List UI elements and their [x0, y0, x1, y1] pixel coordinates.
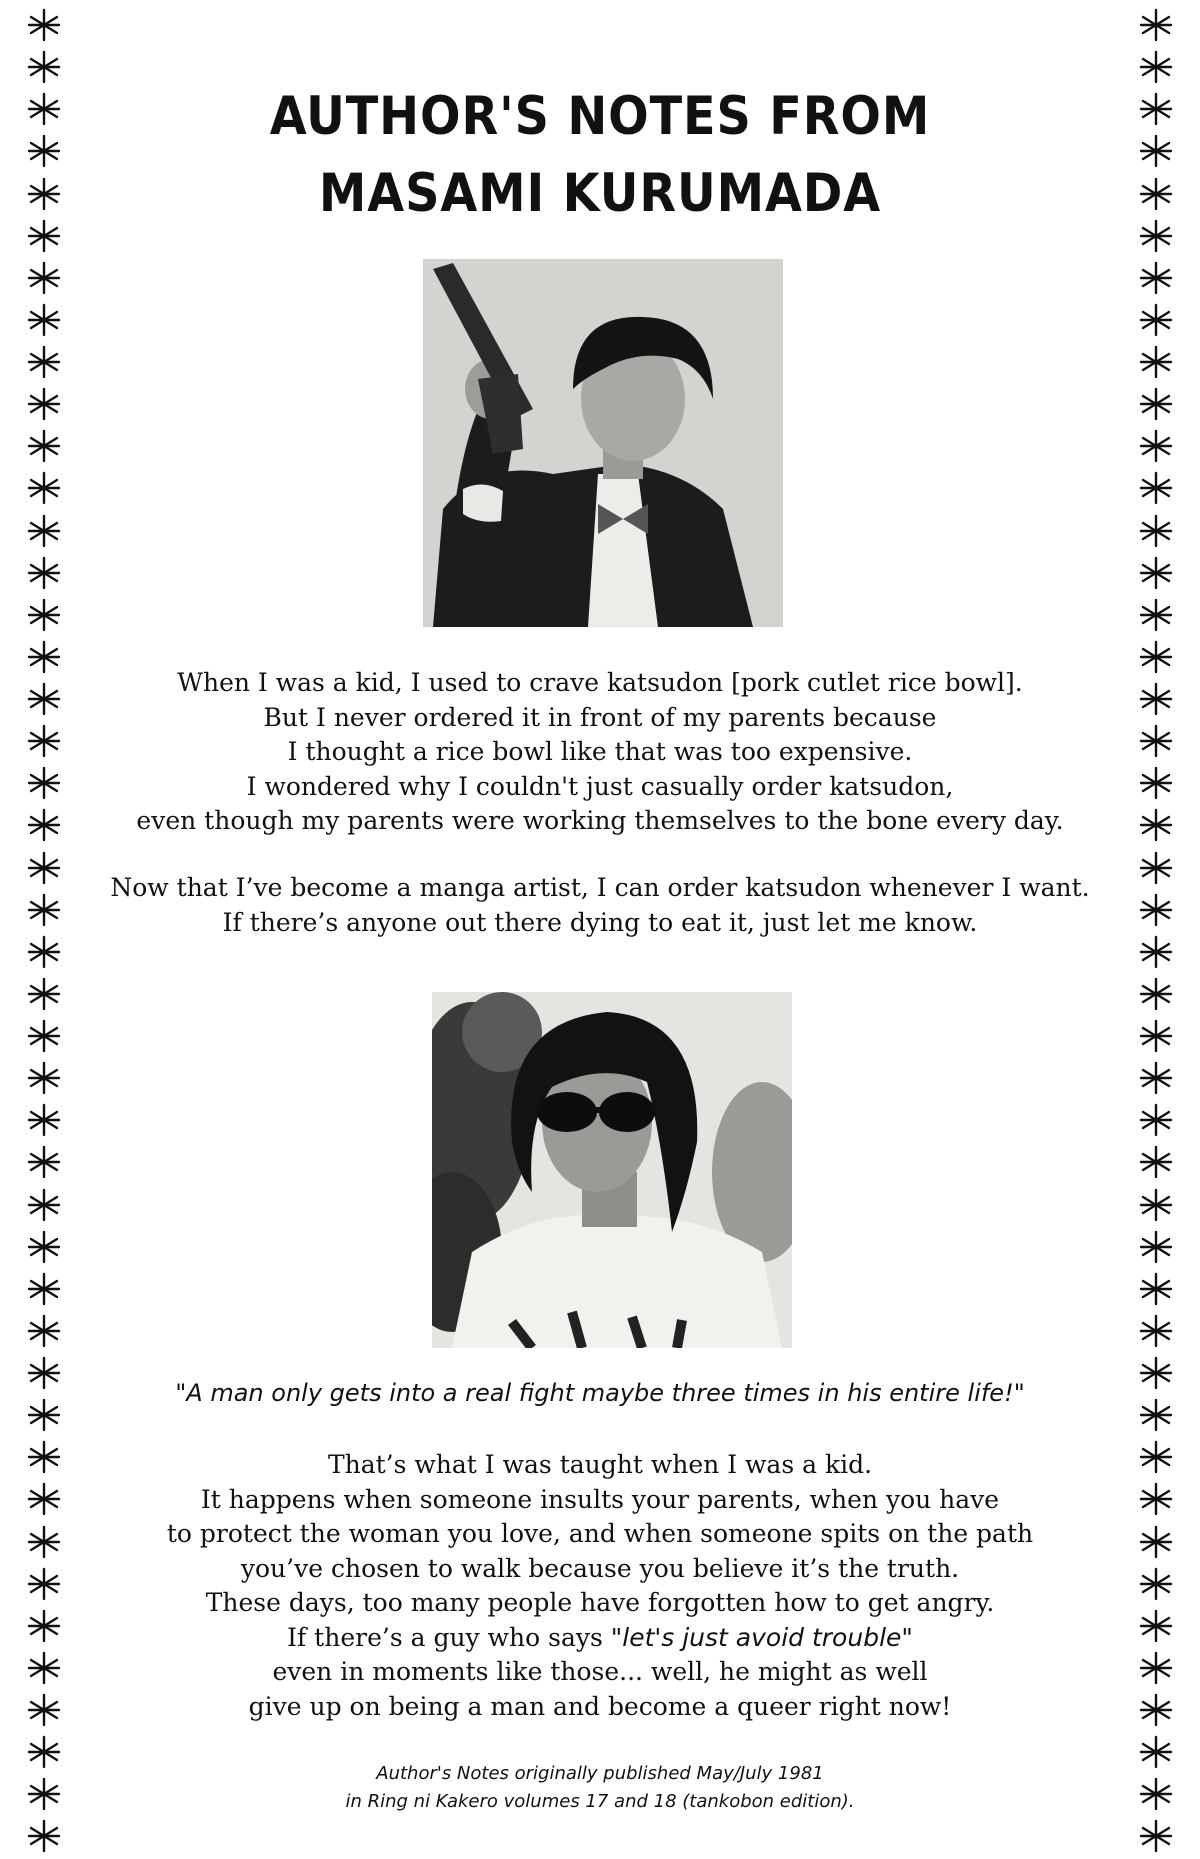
- asterisk-icon: [27, 766, 61, 800]
- asterisk-icon: [1139, 1651, 1173, 1685]
- paragraph3-line6-italic: "let's just avoid trouble": [610, 1622, 913, 1652]
- asterisk-icon: [27, 893, 61, 927]
- asterisk-icon: [1139, 261, 1173, 295]
- asterisk-icon: [1139, 1693, 1173, 1727]
- asterisk-icon: [27, 724, 61, 758]
- asterisk-icon: [1139, 893, 1173, 927]
- quote-text: "A man only gets into a real fight maybe three times in his entire life!": [175, 1379, 1025, 1407]
- asterisk-icon: [27, 1525, 61, 1559]
- asterisk-icon: [1139, 1609, 1173, 1643]
- credit-line-1: Author's Notes originally published May/July 1981: [376, 1763, 824, 1784]
- paragraph3-line: you’ve chosen to walk because you believe it’s the truth.: [240, 1553, 960, 1583]
- asterisk-icon: [1139, 134, 1173, 168]
- title-line-1: AUTHOR'S NOTES FROM: [269, 86, 931, 147]
- asterisk-icon: [27, 1440, 61, 1474]
- asterisk-icon: [27, 429, 61, 463]
- asterisk-icon: [27, 471, 61, 505]
- asterisk-icon: [1139, 1482, 1173, 1516]
- asterisk-icon: [27, 1314, 61, 1348]
- asterisk-icon: [27, 177, 61, 211]
- author-photo-tuxedo: [423, 259, 783, 627]
- asterisk-icon: [27, 808, 61, 842]
- asterisk-icon: [27, 1609, 61, 1643]
- asterisk-icon: [1139, 92, 1173, 126]
- paragraph3-line: These days, too many people have forgotten how to get angry.: [205, 1588, 995, 1617]
- asterisk-icon: [1139, 1019, 1173, 1053]
- asterisk-icon: [1139, 429, 1173, 463]
- asterisk-icon: [27, 1356, 61, 1390]
- asterisk-icon: [27, 1230, 61, 1264]
- asterisk-icon: [27, 640, 61, 674]
- asterisk-icon: [1139, 766, 1173, 800]
- asterisk-icon: [1139, 1398, 1173, 1432]
- asterisk-icon: [1139, 556, 1173, 590]
- paragraph1-line: But I never ordered it in front of my parents because: [263, 702, 937, 732]
- asterisk-icon: [27, 1019, 61, 1053]
- asterisk-icon: [1139, 808, 1173, 842]
- asterisk-icon: [1139, 1145, 1173, 1179]
- paragraph1-line: even though my parents were working themselves to the bone every day.: [136, 806, 1064, 835]
- asterisk-icon: [1139, 977, 1173, 1011]
- asterisk-icon: [27, 514, 61, 548]
- asterisk-icon: [1139, 1777, 1173, 1811]
- asterisk-icon: [27, 1398, 61, 1432]
- title-line-2: MASAMI KURUMADA: [318, 163, 882, 224]
- asterisk-icon: [1139, 50, 1173, 84]
- asterisk-icon: [1139, 1525, 1173, 1559]
- asterisk-icon: [27, 935, 61, 969]
- asterisk-icon: [1139, 514, 1173, 548]
- asterisk-icon: [27, 682, 61, 716]
- page-title: [204, 78, 996, 232]
- paragraph3-line: to protect the woman you love, and when someone spits on the path: [166, 1519, 1034, 1548]
- asterisk-icon: [1139, 1188, 1173, 1222]
- asterisk-icon: [1139, 682, 1173, 716]
- asterisk-icon: [27, 1188, 61, 1222]
- asterisk-icon: [1139, 935, 1173, 969]
- asterisk-icon: [1139, 598, 1173, 632]
- paragraph3-line-mixed: [80, 1621, 1120, 1656]
- paragraph-manga-artist: [80, 871, 1120, 940]
- asterisk-icon: [1139, 1230, 1173, 1264]
- asterisk-icon: [27, 219, 61, 253]
- asterisk-icon: [27, 598, 61, 632]
- asterisk-icon: [1139, 724, 1173, 758]
- asterisk-icon: [27, 1103, 61, 1137]
- asterisk-icon: [1139, 1061, 1173, 1095]
- asterisk-icon: [27, 1567, 61, 1601]
- asterisk-icon: [1139, 345, 1173, 379]
- paragraph-katsudon-memory: [80, 666, 1120, 839]
- author-photo-sunglasses: [432, 992, 792, 1348]
- paragraph2-line: Now that I’ve become a manga artist, I can order katsudon whenever I want.: [110, 873, 1090, 902]
- asterisk-icon: [27, 1061, 61, 1095]
- paragraph3-line: even in moments like those... well, he might as well: [272, 1657, 928, 1686]
- asterisk-icon: [1139, 387, 1173, 421]
- asterisk-icon: [1139, 640, 1173, 674]
- paragraph3-line: It happens when someone insults your parents, when you have: [200, 1484, 1000, 1514]
- asterisk-icon: [1139, 1272, 1173, 1306]
- paragraph3-line: give up on being a man and become a queer right now!: [248, 1691, 952, 1721]
- asterisk-icon: [1139, 1314, 1173, 1348]
- asterisk-icon: [1139, 303, 1173, 337]
- asterisk-icon: [27, 303, 61, 337]
- asterisk-icon: [27, 851, 61, 885]
- asterisk-icon: [1139, 1735, 1173, 1769]
- asterisk-border-left: [20, 8, 68, 1854]
- asterisk-icon: [27, 977, 61, 1011]
- paragraph1-line: I thought a rice bowl like that was too expensive.: [287, 737, 913, 766]
- asterisk-icon: [1139, 177, 1173, 211]
- asterisk-icon: [27, 387, 61, 421]
- asterisk-icon: [1139, 8, 1173, 42]
- asterisk-icon: [27, 1735, 61, 1769]
- asterisk-icon: [1139, 1819, 1173, 1853]
- asterisk-icon: [27, 1482, 61, 1516]
- paragraph3-line6-prefix: If there’s a guy who says: [287, 1622, 611, 1652]
- asterisk-icon: [27, 556, 61, 590]
- asterisk-icon: [27, 1145, 61, 1179]
- asterisk-icon: [27, 1693, 61, 1727]
- quote-three-fights: [80, 1376, 1120, 1411]
- asterisk-icon: [1139, 219, 1173, 253]
- asterisk-icon: [27, 8, 61, 42]
- asterisk-icon: [1139, 1356, 1173, 1390]
- asterisk-icon: [27, 1272, 61, 1306]
- paragraph2-line: If there’s anyone out there dying to eat it, just let me know.: [222, 907, 978, 937]
- asterisk-border-right: [1132, 8, 1180, 1854]
- asterisk-icon: [1139, 1440, 1173, 1474]
- paragraph3-line: That’s what I was taught when I was a kid.: [327, 1450, 873, 1479]
- asterisk-icon: [27, 1819, 61, 1853]
- asterisk-icon: [27, 1651, 61, 1685]
- asterisk-icon: [27, 92, 61, 126]
- credit-line-2: in Ring ni Kakero volumes 17 and 18 (tankobon edition).: [345, 1791, 855, 1812]
- asterisk-icon: [1139, 471, 1173, 505]
- asterisk-icon: [27, 50, 61, 84]
- asterisk-icon: [1139, 851, 1173, 885]
- asterisk-icon: [27, 134, 61, 168]
- asterisk-icon: [27, 261, 61, 295]
- asterisk-icon: [1139, 1103, 1173, 1137]
- asterisk-icon: [27, 345, 61, 379]
- paragraph1-line: I wondered why I couldn't just casually order katsudon,: [246, 771, 954, 801]
- asterisk-icon: [27, 1777, 61, 1811]
- paragraph-getting-angry: [80, 1448, 1120, 1724]
- paragraph1-line: When I was a kid, I used to crave katsudon [pork cutlet rice bowl].: [177, 668, 1023, 697]
- publication-credit: [80, 1760, 1120, 1816]
- asterisk-icon: [1139, 1567, 1173, 1601]
